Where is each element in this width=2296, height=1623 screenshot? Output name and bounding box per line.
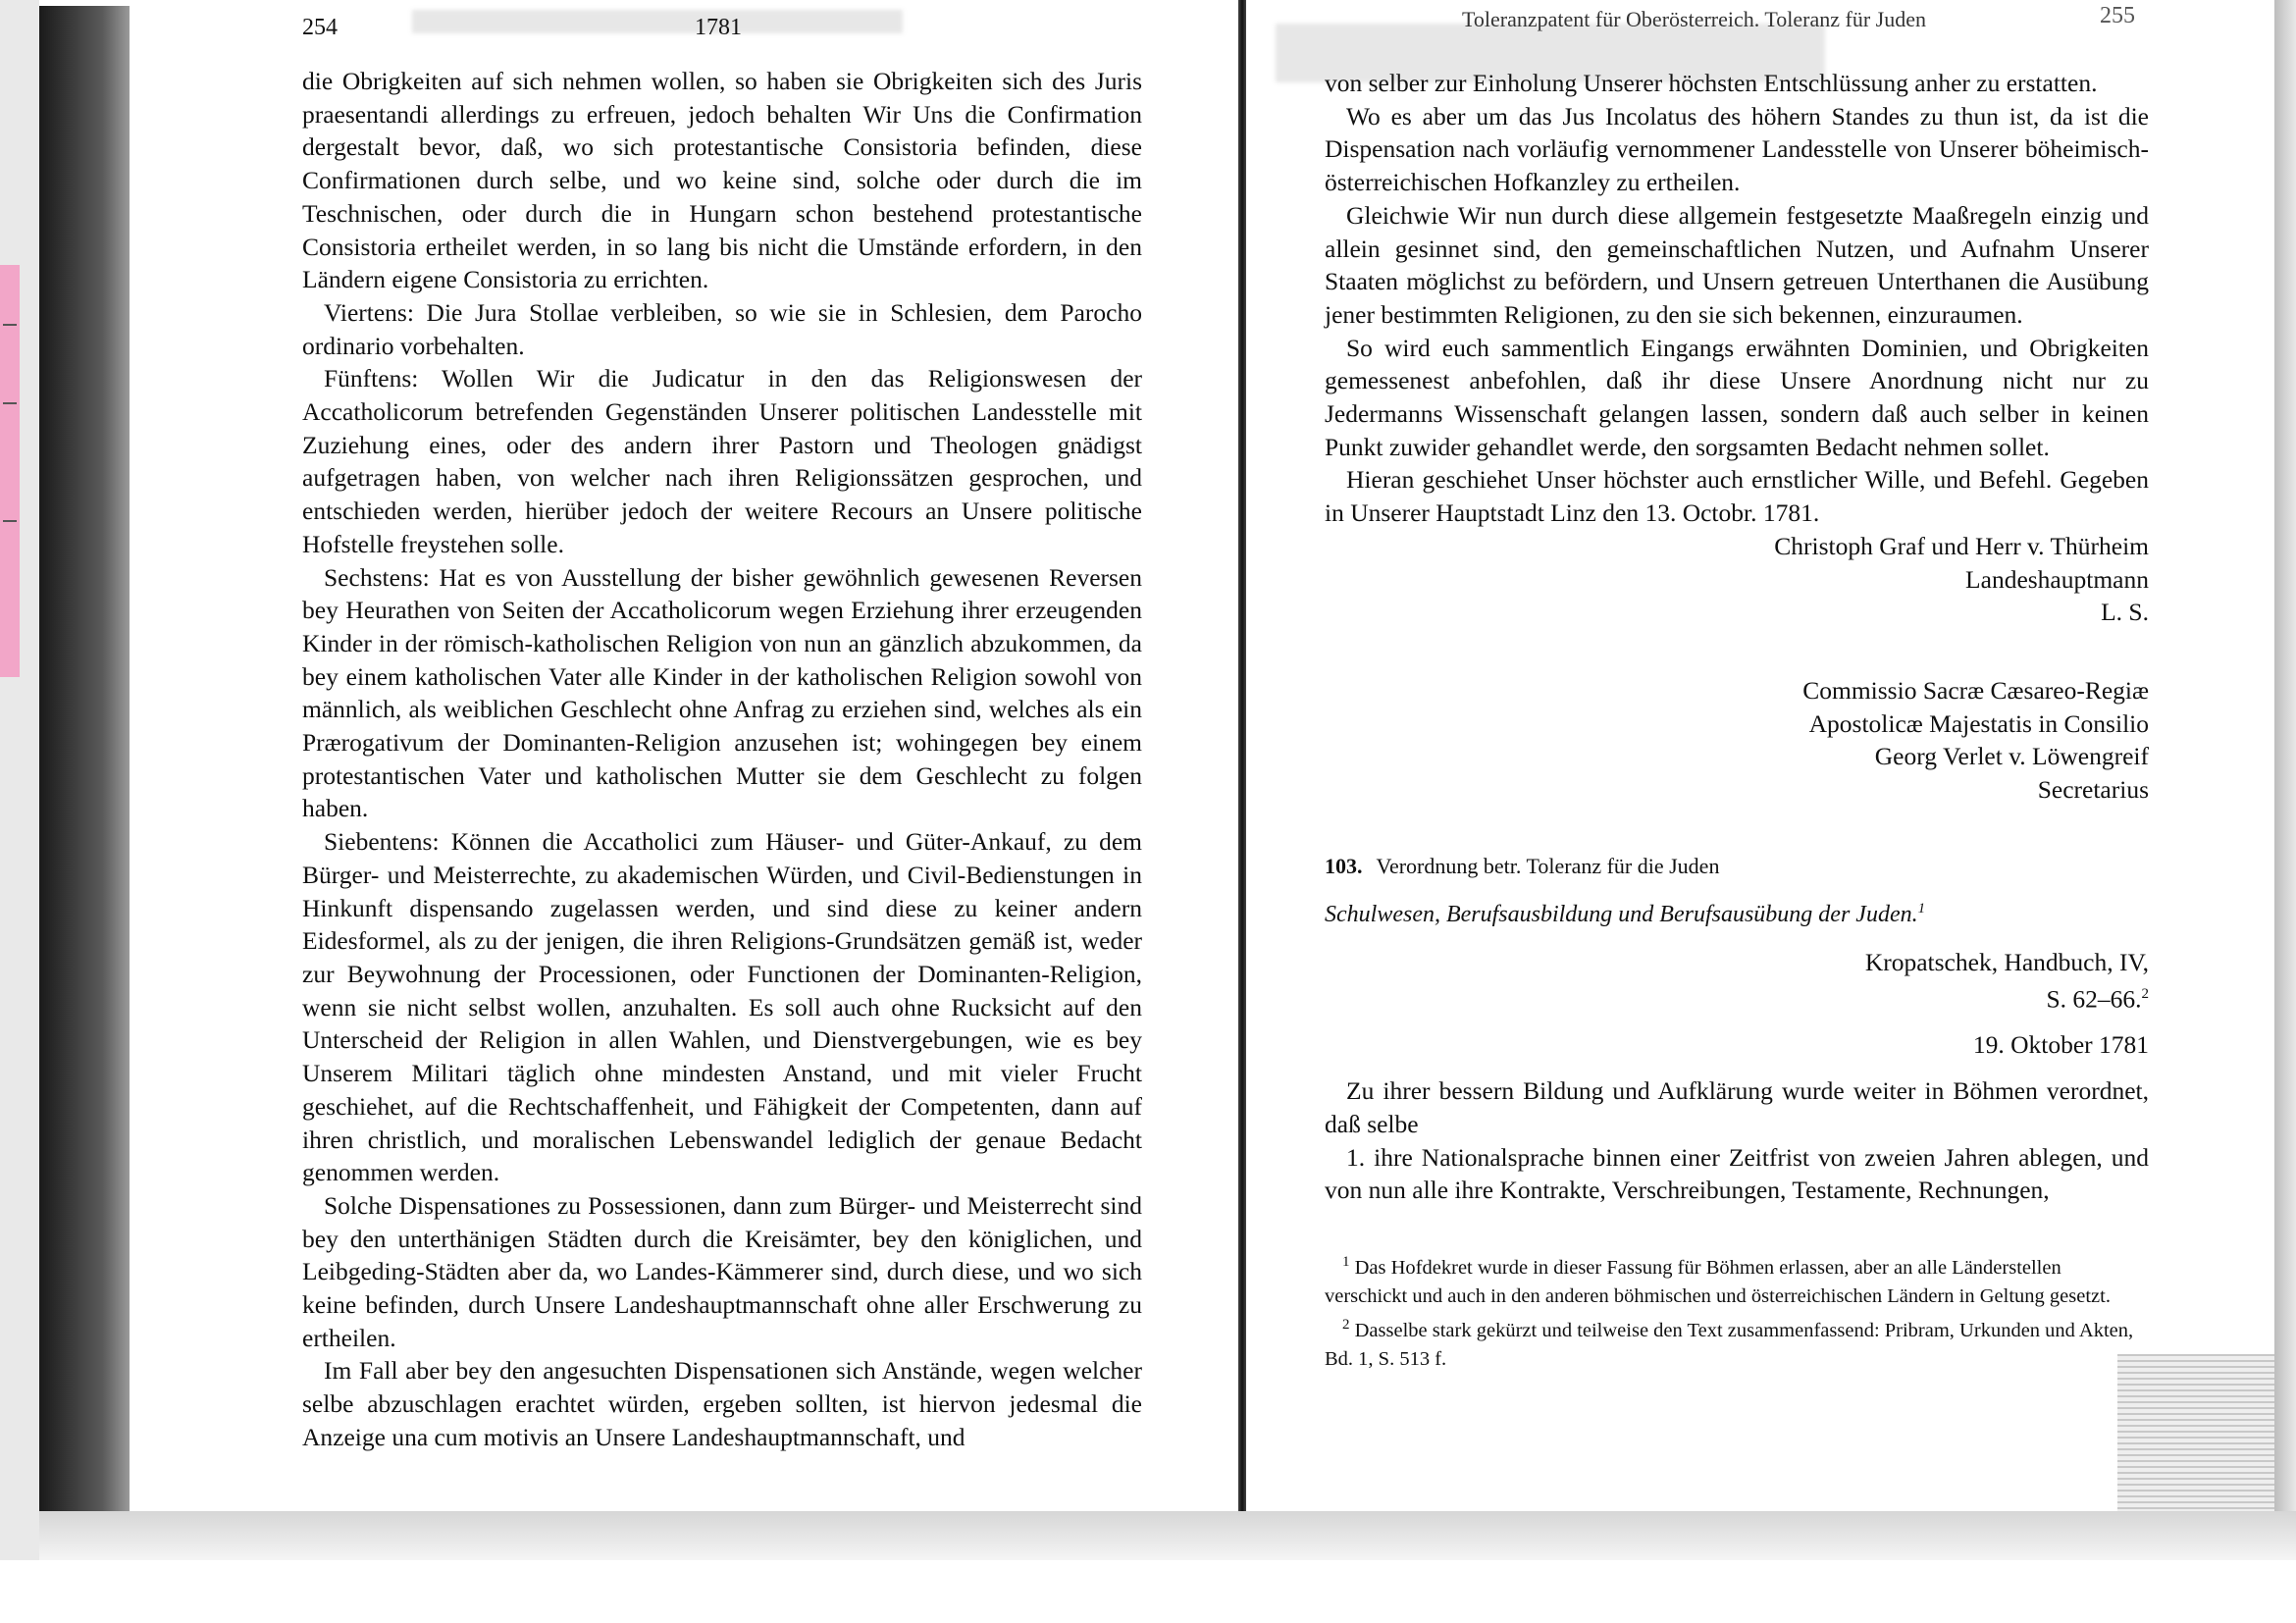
left-running-year: 1781 — [695, 15, 742, 40]
footnote-ref: 1 — [1917, 900, 1926, 916]
paragraph: Im Fall aber bey den angesuchten Dispensationen sich Anstände, wegen welcher selbe abzuschlagen erachtet würden, ergeben sollten, ist hiervon jedesmal die Anzeige una cum motivis an Unsere Landeshauptmannschaft, und — [302, 1356, 1142, 1451]
footnote-ref: 2 — [2141, 986, 2149, 1003]
paragraph: Sechstens: Hat es von Ausstellung der bisher gewöhnlich gewesenen Reversen bey Heurathen von Seiten der Accatholicorum wegen Erziehung ihrer erzeugenden Kinder in der römisch-katholischen Religion von nun an gänzlich abzukommen, da bey einem katholischen Vater alle Kinder in der katholischen Religion sowohl von männlich, als weiblichen Geschlecht ohne Anfrag zu erziehen sind, welches als ein Prærogativum der Dominanten-Religion anzusehen ist; wohingegen bey einem protestantischen Vater und katholischen Mutter sie dem Geschlecht zu folgen haben. — [302, 562, 1142, 823]
book-gutter — [1238, 0, 1246, 1531]
signature-line: Apostolicæ Majestatis in Consilio — [1808, 708, 2149, 738]
right-running-title: Toleranzpatent für Oberösterreich. Toleranz für Juden — [1462, 7, 1926, 31]
left-page-number: 254 — [302, 15, 338, 40]
paragraph: die Obrigkeiten auf sich nehmen wollen, so haben sie Obrigkeiten sich des Juris praesentandi allerdings zu erfreuen, jedoch behalten Wir Uns die Confirmation dergestalt bevor, daß, wo sich protestantische Consistoria befinden, diese Confirmationen durch selbe, und wo keine sind, solche oder durch die im Teschnischen, oder durch die in Hungarn schon bestehend protestantische Consistoria ertheilet werden, in so lang bis nicht die Umstände erfordern, in den Ländern eigene Consistoria zu errichten. — [302, 67, 1142, 294]
document-number: 103. — [1325, 853, 1363, 878]
book-edge-shadow — [39, 6, 130, 1512]
pink-bookmark-tab — [0, 265, 20, 677]
scan-bottom-area — [0, 1560, 2296, 1623]
page-stack-edge — [2117, 1354, 2274, 1521]
footnote — [1325, 1311, 2149, 1374]
paragraph: Viertens: Die Jura Stollae verbleiben, so wie sie in Schlesien, dem Parocho ordinario vorbehalten. — [302, 297, 1142, 360]
paragraph: von selber zur Einholung Unserer höchsten Entschlüssung anher zu erstatten. — [1325, 69, 2098, 97]
right-body-text — [1325, 67, 2149, 530]
left-body-text — [302, 65, 1142, 1454]
footnote-mark: 2 — [1342, 1317, 1350, 1334]
signature-line: Christoph Graf und Herr v. Thürheim — [1774, 531, 2149, 560]
paragraph: Siebentens: Können die Accatholici zum Häuser- und Güter-Ankauf, zu dem Bürger- und Meisterrechte, zu akademischen Würden, und Civil-Bedienstungen in Hinkunft dispensando zugelassen werden, und sind diese zu keiner andern Eidesformel, als zu der jenigen, die ihren Religions-Grundsätzen gemäß ist, weder zur Beywohnung der Processionen, oder Functionen der Dominanten-Religion, wenn sie nicht selbst wollen, anzuhalten. Es soll auch ohne Rucksicht auf den Unterscheid der Religion in allen Wahlen, und Dienstvergebungen, wie es bey Unserem Militari täglich ohne mindesten Anstand, und mit vieler Frucht geschiehet, auf die Rechtschaffenheit, und Fähigkeit der Competenten, dann auf ihren christlich, und moralischen Lebenswandel lediglich der genaue Bedacht genommen werden. — [302, 827, 1142, 1187]
scan-right-edge — [2274, 0, 2296, 1511]
paragraph: Gleichwie Wir nun durch diese allgemein festgesetzte Maaßregeln einzig und allein gesinnet sind, den gemeinschaftlichen Nutzen, und Aufnahm Unserer Staaten möglichst zu befördern, und Unsern getreuen Unterthanen die Ausübung jener bestimmten Religionen, zu den sie sich bekennen, einzuraumen. — [1325, 200, 2149, 329]
paragraph: Solche Dispensationes zu Possessionen, dann zum Bürger- und Meisterrecht sind bey den unterthänigen Städten durch die Kreisämter, bey den königlichen, und Leibgeding-Städten aber da, wo Landes-Kämmerer sind, durch diese, und wo sich keine befinden, durch Unsere Landeshauptmannschaft ohne aller Erschwerung zu ertheilen. — [302, 1190, 1142, 1352]
scan-left-margin — [0, 0, 39, 1623]
right-running-head — [1325, 0, 2149, 29]
footnote-text: Dasselbe stark gekürzt und teilweise den Text zusammenfassend: Pribram, Urkunden und Akten, Bd. 1, S. 513 f. — [1325, 1319, 2134, 1370]
document-subtitle-text: Schulwesen, Berufsausbildung und Berufsausübung der Juden. — [1325, 901, 1918, 927]
left-running-head — [302, 0, 1142, 40]
signature-block-1 — [1325, 530, 2149, 629]
signature-line: Landeshauptmann — [1965, 564, 2149, 594]
source-reference — [1325, 946, 2149, 1017]
right-body-text-2 — [1325, 1074, 2149, 1207]
paragraph: Wo es aber um das Jus Incolatus des höhern Standes zu thun ist, da ist die Dispensation nach vorläufig vernommener Landesstelle von Unserer böheimisch-österreichischen Hofkanzley zu ertheilen. — [1325, 101, 2149, 197]
paragraph: Fünftens: Wollen Wir die Judicatur in den das Religionswesen der Accatholicorum betrefenden Gegenständen Unserer politischen Landesstelle mit Zuziehung eines, oder des andern ihrer Pastorn und Theologen gnädigst aufgetragen haben, von welcher nach ihren Religionssätzen gesprochen, und entschieden werden, hierüber jedoch der weitere Recours an Unsere politische Hofstelle freystehen solle. — [302, 364, 1142, 558]
signature-line: Secretarius — [2037, 775, 2149, 805]
footnote-mark: 1 — [1342, 1254, 1350, 1271]
footnotes — [1325, 1248, 2149, 1374]
signature-block-2 — [1325, 674, 2149, 807]
right-page — [1325, 0, 2149, 1374]
footnote-text: Das Hofdekret wurde in dieser Fassung für Böhmen erlassen, aber an alle Länderstellen verschickt und auch in den anderen böhmischen und österreichischen Ländern in Geltung gesetzt. — [1325, 1257, 2111, 1308]
paragraph: Zu ihrer bessern Bildung und Aufklärung wurde weiter in Böhmen verordnet, daß selbe — [1325, 1076, 2149, 1139]
paragraph: Hieran geschiehet Unser höchster auch ernstlicher Wille, und Befehl. Gegeben in Unserer Hauptstadt Linz den 13. Octobr. 1781. — [1325, 465, 2149, 528]
reference-line: S. 62–66.$^2$ — [2046, 984, 2149, 1014]
paragraph: 1. ihre Nationalsprache binnen einer Zeitfrist von zweien Jahren ablegen, und von nun alle ihre Kontrakte, Verschreibungen, Testamente, Rechnungen, — [1325, 1142, 2149, 1205]
signature-line: Georg Verlet v. Löwengreif — [1874, 742, 2149, 771]
document-subtitle — [1325, 901, 2149, 928]
left-page — [302, 0, 1142, 1454]
signature-line: L. S. — [2101, 598, 2149, 627]
document-title: Verordnung betr. Toleranz für die Juden — [1376, 853, 1720, 878]
footnote — [1325, 1248, 2149, 1311]
document-date: 19. Oktober 1781 — [1972, 1029, 2149, 1059]
paragraph: So wird euch sammentlich Eingangs erwähnten Dominien, und Obrigkeiten gemessenest anbefohlen, daß ihr diese Unsere Anordnung nicht nur zu Jedermanns Wissenschaft gelangen lassen, sondern daß auch selber in keinen Punkt zuwider gehandlet werde, den sorgsamten Bedacht nehmen sollet. — [1325, 333, 2149, 461]
right-page-number: 255 — [2100, 3, 2135, 28]
scan-bottom-band — [39, 1511, 2296, 1560]
signature-line: Commissio Sacræ Cæsareo-Regiæ — [1802, 675, 2149, 705]
document-heading — [1325, 854, 2149, 879]
reference-line: Kropatschek, Handbuch, IV, — [1864, 947, 2149, 976]
